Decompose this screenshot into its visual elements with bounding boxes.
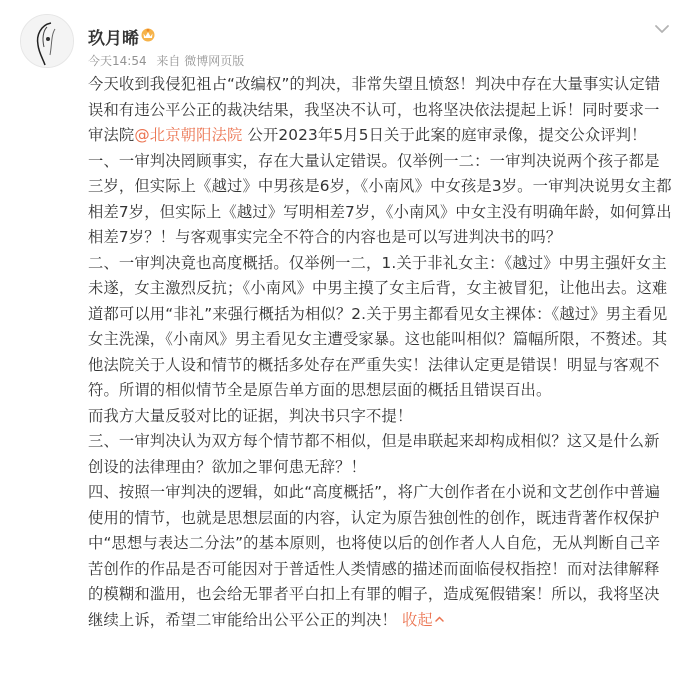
post-text: 四、按照一审判决的逻辑，如此“高度概括”，将广大创作者在小说和文艺创作中普遍使用的情节，也就是思想层面的内容，认定为原告独创性的创作，既违背著作权保护中“思想与表达二分法”的基本原则，也将使以后的创作者人人自危，无从判断自己辛苦创作的作品是否可能因对于普适性人类情感的描述而面临侵权指控！而对法律解释的模糊和滥用，也会给无罪者平白扣上有罪的帽子，造成冤假错案！所以，我将坚决继续上诉，希望二审能给出公平公正的判决！ <box>88 483 661 629</box>
post-meta <box>88 52 250 69</box>
post-paragraph: 二、一审判决竟也高度概括。仅举例一二，1.关于非礼女主：《越过》中男主强奸女主未遂，女主激烈反抗；《小南风》中男主摸了女主后背，女主被冒犯，让他出去。这难道都可以用“非礼”来强行概括为相似？2.关于男主都看见女主裸体：《越过》男主看见女主洗澡，《小南风》男主看见女主遭受家暴。这也能叫相似？篇幅所限，不赘述。其他法院关于人设和情节的概括多处存在严重失实！法律认定更是错误！明显与客观不符。所谓的相似情节全是原告单方面的思想层面的概括且错误百出。 <box>88 253 668 399</box>
user-avatar[interactable] <box>20 14 74 68</box>
post-source: 来自 微博网页版 <box>156 54 245 68</box>
post-paragraph <box>88 480 672 633</box>
mention-link[interactable]: @北京朝阳法院 <box>134 126 243 144</box>
crown-badge-icon[interactable] <box>140 26 156 42</box>
chevron-down-icon[interactable] <box>651 18 673 40</box>
post-content <box>88 72 672 633</box>
collapse-label[interactable]: 收起 <box>401 610 433 629</box>
chevron-up-icon[interactable] <box>434 614 445 625</box>
post-paragraph <box>88 72 672 149</box>
post-paragraph: 而我方大量反驳对比的证据，判决书只字不提！ <box>88 406 413 425</box>
user-name[interactable]: 玖月晞 <box>88 29 139 49</box>
collapse-link[interactable] <box>402 611 445 629</box>
post-paragraph: 三、一审判决认为双方每个情节都不相似，但是串联起来却构成相似？这又是什么新创设的法律理由？欲加之罪何患无辞？！ <box>88 432 660 476</box>
post-text: 公开2023年5月5日关于此案的庭审录像，提交公众评判！ <box>242 126 647 144</box>
post-time[interactable]: 今天14:54 <box>88 54 147 68</box>
post-paragraph: 一、一审判决罔顾事实，存在大量认定错误。仅举例一二：一审判决说两个孩子都是三岁，但实际上《越过》中男孩是6岁，《小南风》中女孩是3岁。一审判决说男女主都相差7岁，但实际上《越过》写明相差7岁，《小南风》中女主没有明确年龄，如何算出相差7岁？！与客观事实完全不符合的内容也是可以写进判决书的吗？ <box>88 151 672 246</box>
post-text: 今天收到我侵犯祖占“改编权”的判决，非常失望且愤怒！判决中存在大量事实认定错误和有违公平公正的裁决结果，我坚决不认可，也将坚决依法提起上诉！同时要求一审法院 <box>88 75 661 144</box>
